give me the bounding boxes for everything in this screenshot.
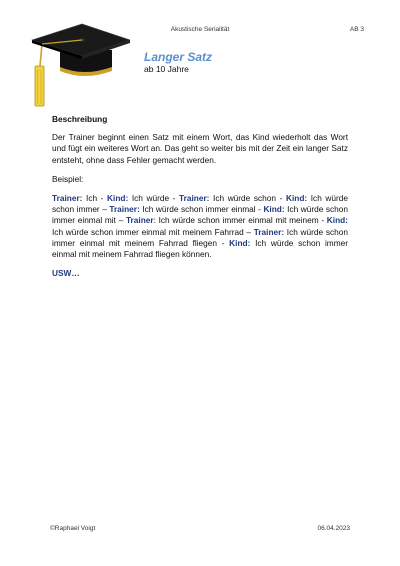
dialog-text: Ich würde schon immer einmal - [139,204,264,215]
dialog-text: Ich würde - [128,193,180,204]
worksheet-number: AB 3 [349,26,364,33]
dialog-speaker: Kind: [107,193,129,204]
age-subtitle: ab 10 Jahre [144,64,189,74]
dialog-text: Ich würde schon immer einmal mit meinem Fahrrad – [52,226,254,237]
usw-text: USW… [52,268,80,279]
dialog-speaker: Kind: [263,204,285,215]
example-label: Beispiel: [52,173,84,184]
description-text: Der Trainer beginnt einen Satz mit einem Wort, das Kind wiederholt das Wort und fügt ein weiteres Wort an. Das geht so weiter bis mit der Zeit ein langer Satz entsteht, ohne dass Fehler gemacht werden. [52,132,348,165]
header-title: Akustische Serialität [170,26,230,33]
dialog-speaker: Trainer: [109,204,140,215]
dialog-text: Ich - [82,193,108,204]
dialog-speaker: Trainer: [253,226,285,237]
dialog-text: Ich würde schon immer einmal mit meinem Fahrrad fliegen können. [52,237,348,260]
footer-date: 06.04.2023 [317,525,350,532]
dialog-text: Ich würde schon immer einmal mit – [52,204,348,226]
dialog-text: Ich würde schon - [209,193,286,204]
page-title: Langer Satz [144,50,213,64]
dialog-speaker: Kind: [326,215,348,226]
dialog-speaker: Kind: [229,237,251,248]
dialog-speaker: Trainer: [52,193,83,204]
section-heading: Beschreibung [52,114,108,124]
dialog-text: Ich würde schon immer – [52,193,348,215]
dialog-speaker: Trainer [125,215,154,226]
footer-author: ©Raphael Voigt [50,525,96,532]
dialog-speaker: Kind: [285,193,308,204]
worksheet-content [52,114,348,279]
graduation-cap-icon [12,10,130,110]
example-dialog [52,193,348,260]
dialog-text: Ich würde schon immer einmal mit meinem Fahrrad fliegen - [52,226,348,248]
dialog-text: : Ich würde schon immer einmal mit meinem - [153,215,327,226]
dialog-speaker: Trainer: [179,193,210,204]
